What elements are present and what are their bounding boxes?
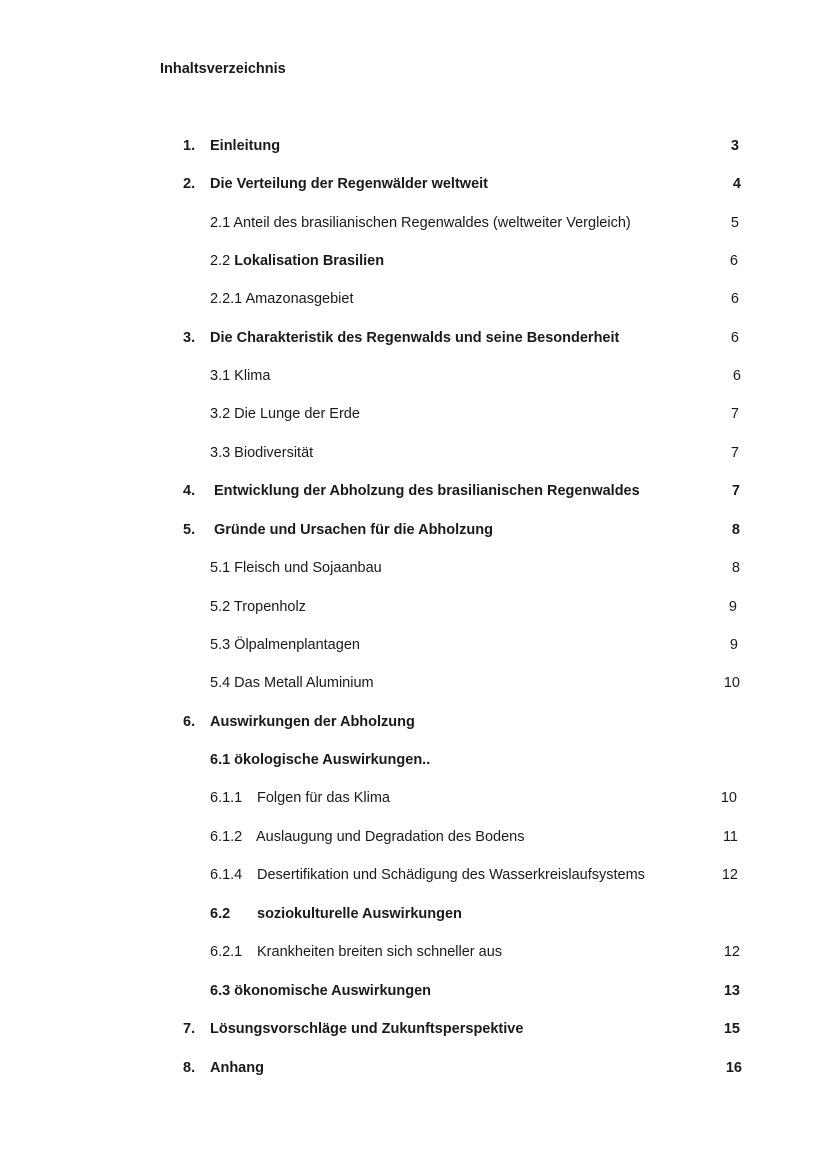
toc-entry[interactable]	[0, 289, 828, 309]
toc-number: 6.1.1	[210, 790, 243, 806]
toc-label: 2.2.1 Amazonasgebiet	[210, 291, 354, 307]
toc-entry[interactable]	[0, 865, 828, 885]
toc-label: Auslaugung und Degradation des Bodens	[256, 829, 525, 845]
toc-page: 3	[730, 138, 739, 154]
toc-label: Die Verteilung der Regenwälder weltweit	[210, 176, 488, 192]
toc-entry[interactable]	[0, 558, 828, 578]
toc-label: 3.2 Die Lunge der Erde	[210, 406, 360, 422]
toc-label: 3.1 Klima	[210, 368, 271, 384]
toc-number: 2.2	[210, 253, 235, 269]
toc-page: 12	[721, 867, 738, 883]
toc-page: 10	[723, 675, 740, 691]
toc-label: Die Charakteristik des Regenwalds und seine Besonderheit	[210, 330, 620, 346]
toc-number: 5.	[183, 522, 196, 538]
toc-entry[interactable]	[0, 1019, 828, 1039]
toc-page: 13	[723, 983, 740, 999]
toc-label: Anhang	[210, 1060, 264, 1076]
toc-number: 1.	[183, 138, 196, 154]
toc-page: 9	[729, 637, 738, 653]
toc-entry[interactable]	[0, 328, 828, 348]
toc-entry[interactable]	[0, 443, 828, 463]
toc-label: soziokulturelle Auswirkungen	[257, 906, 462, 922]
toc-number: 2.	[183, 176, 196, 192]
toc-number: 6.2	[210, 906, 231, 922]
toc-number: 8.	[183, 1060, 196, 1076]
toc-label: 5.3 Ölpalmenplantagen	[210, 637, 360, 653]
toc-page: 9	[728, 599, 737, 615]
toc-label	[210, 251, 384, 271]
toc-entry[interactable]	[0, 481, 828, 501]
toc-page: 16	[725, 1060, 742, 1076]
toc-label: 6.1 ökologische Auswirkungen..	[210, 752, 431, 768]
toc-entry[interactable]	[0, 827, 828, 847]
toc-label: Folgen für das Klima	[257, 790, 390, 806]
toc-entry[interactable]	[0, 213, 828, 233]
page-title: Inhaltsverzeichnis	[160, 61, 286, 77]
toc-page: 10	[720, 790, 737, 806]
toc-number: 7.	[183, 1021, 196, 1037]
toc-entry[interactable]	[0, 366, 828, 386]
toc-page: 6	[732, 368, 741, 384]
toc-page: 6	[730, 330, 739, 346]
toc-entry[interactable]	[0, 712, 828, 732]
toc-page: 7	[730, 406, 739, 422]
toc-label: Auswirkungen der Abholzung	[210, 714, 415, 730]
toc-entry[interactable]	[0, 942, 828, 962]
toc-label: Krankheiten breiten sich schneller aus	[257, 944, 503, 960]
toc-page: 8	[731, 560, 740, 576]
toc-entry[interactable]	[0, 136, 828, 156]
toc-label: Einleitung	[210, 138, 281, 154]
toc-page: 4	[732, 176, 741, 192]
toc-page: 6	[729, 253, 738, 269]
toc-label: 5.2 Tropenholz	[210, 599, 306, 615]
toc-page: 15	[723, 1021, 740, 1037]
toc-page: 12	[723, 944, 740, 960]
toc-entry[interactable]	[0, 981, 828, 1001]
toc-number: 3.	[183, 330, 196, 346]
toc-page: 6	[730, 291, 739, 307]
toc-entry[interactable]	[0, 404, 828, 424]
toc-label: Lösungsvorschläge und Zukunftsperspektive	[210, 1021, 524, 1037]
toc-label: 2.1 Anteil des brasilianischen Regenwaldes (weltweiter Vergleich)	[210, 215, 631, 231]
toc-label: Desertifikation und Schädigung des Wasserkreislaufsystems	[257, 867, 645, 883]
toc-label: 5.4 Das Metall Aluminium	[210, 675, 374, 691]
toc-number: 4.	[183, 483, 196, 499]
toc-label: 3.3 Biodiversität	[210, 445, 314, 461]
toc-label-bold: Lokalisation Brasilien	[234, 253, 385, 269]
toc-entry[interactable]	[0, 750, 828, 770]
toc-number: 6.1.4	[210, 867, 243, 883]
toc-page: 5	[730, 215, 739, 231]
toc-entry[interactable]	[0, 520, 828, 540]
toc-entry[interactable]	[0, 251, 828, 271]
toc-label: 6.3 ökonomische Auswirkungen	[210, 983, 432, 999]
toc-number: 6.1.2	[210, 829, 243, 845]
toc-entry[interactable]	[0, 635, 828, 655]
toc-entry[interactable]	[0, 597, 828, 617]
toc-label: 5.1 Fleisch und Sojaanbau	[210, 560, 382, 576]
toc-entry[interactable]	[0, 673, 828, 693]
toc-entry[interactable]	[0, 174, 828, 194]
toc-page: 11	[722, 829, 738, 845]
toc-label: Gründe und Ursachen für die Abholzung	[214, 522, 493, 538]
toc-entry[interactable]	[0, 1058, 828, 1078]
toc-page: 7	[730, 445, 739, 461]
toc-entry[interactable]	[0, 788, 828, 808]
toc-page: 7	[731, 483, 740, 499]
toc-number: 6.	[183, 714, 196, 730]
toc-page: 8	[731, 522, 740, 538]
toc-label: Entwicklung der Abholzung des brasilianischen Regenwaldes	[214, 483, 640, 499]
toc-number: 6.2.1	[210, 944, 243, 960]
toc-entry[interactable]	[0, 904, 828, 924]
